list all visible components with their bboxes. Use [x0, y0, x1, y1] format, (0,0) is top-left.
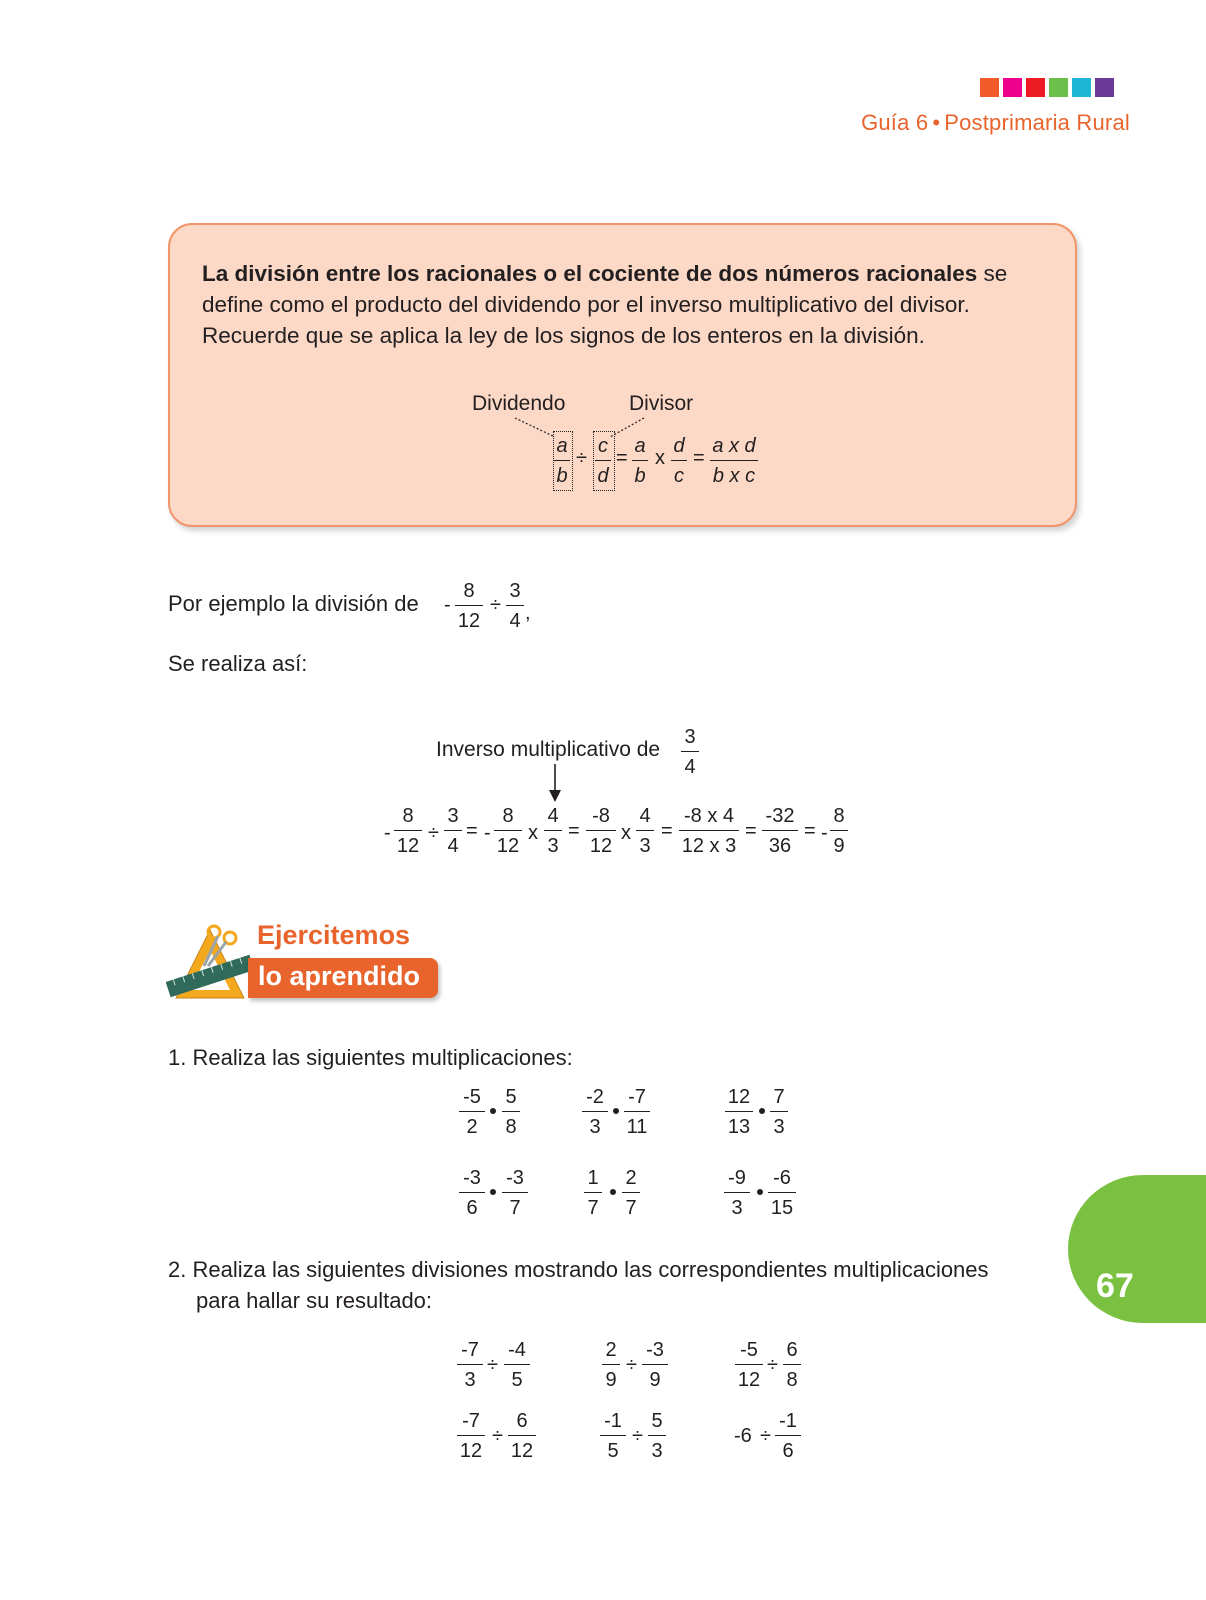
fraction: $\frac{a}{b}$ — [554, 436, 570, 486]
fraction: $\frac{c}{d}$ — [595, 436, 611, 486]
definition-body: se define como el producto del dividendo por el inverso multiplicativo del divisor. Recuerde que se aplica la ley de los signos de los enteros en la división. — [202, 261, 1008, 348]
minus-sign: - — [384, 822, 391, 844]
color-strip — [980, 78, 1114, 97]
exercise2-label-line2: para hallar su resultado: — [196, 1288, 433, 1313]
divide-sign: ÷ — [632, 1425, 643, 1447]
equals-sign: = — [466, 820, 478, 842]
fraction: $\frac{-1}{6}$ — [775, 1411, 801, 1461]
multiply-dot — [757, 1189, 763, 1195]
divide-sign: ÷ — [626, 1354, 637, 1376]
arrow-down-icon — [548, 764, 562, 804]
multiply-dot — [759, 1108, 765, 1114]
multiply-dot — [613, 1108, 619, 1114]
fraction: $\frac{-5}{12}$ — [735, 1340, 763, 1390]
fraction: $\frac{8}{12}$ — [455, 581, 483, 631]
fraction: $\frac{-3}{7}$ — [502, 1168, 528, 1218]
minus-sign: - — [821, 822, 828, 844]
fraction: $\frac{a}{b}$ — [632, 436, 648, 486]
exercise2-label-line1: 2. Realiza las siguientes divisiones mostrando las correspondientes multiplicaciones — [168, 1257, 989, 1282]
fraction: $\frac{3}{4}$ — [444, 806, 462, 856]
color-square — [1026, 78, 1045, 97]
fraction: $\frac{4}{3}$ — [636, 806, 654, 856]
times-sign: x — [655, 447, 665, 469]
fraction: $\frac{6}{8}$ — [783, 1340, 801, 1390]
fraction: $\frac{2}{9}$ — [602, 1340, 620, 1390]
fraction: $\frac{-8}{12}$ — [586, 806, 616, 856]
color-square — [980, 78, 999, 97]
page-number: 67 — [1096, 1267, 1134, 1305]
divisor-label: Divisor — [629, 392, 694, 415]
dividend-label: Dividendo — [472, 392, 566, 415]
fraction: $\frac{-6}{15}$ — [768, 1168, 796, 1218]
se-realiza: Se realiza así: — [168, 651, 308, 676]
times-sign: x — [621, 822, 631, 844]
fraction: $\frac{-4}{5}$ — [504, 1340, 530, 1390]
divide-sign: ÷ — [576, 447, 587, 469]
fraction: $\frac{2}{7}$ — [622, 1168, 640, 1218]
fraction: $\frac{7}{3}$ — [770, 1087, 788, 1137]
equals-sign: = — [661, 820, 673, 842]
equals-sign: = — [804, 820, 816, 842]
fraction: $\frac{-3}{6}$ — [459, 1168, 485, 1218]
multiply-dot — [490, 1189, 496, 1195]
fraction: $\frac{-7}{3}$ — [457, 1340, 483, 1390]
fraction: $\frac{5}{8}$ — [502, 1087, 520, 1137]
definition-box — [168, 223, 1077, 527]
fraction: $\frac{-8 x 4}{12 x 3}$ — [679, 806, 739, 856]
fraction: $\frac{8}{9}$ — [830, 806, 848, 856]
fraction: $\frac{-7}{12}$ — [457, 1411, 485, 1461]
comma: , — [525, 602, 531, 624]
fraction: $\frac{d}{c}$ — [671, 436, 687, 486]
fraction: $\frac{12}{13}$ — [725, 1087, 753, 1137]
guide-number: Guía 6 — [861, 110, 929, 135]
fraction: $\frac{4}{3}$ — [544, 806, 562, 856]
divide-sign: ÷ — [767, 1354, 778, 1376]
times-sign: x — [528, 822, 538, 844]
divide-sign: ÷ — [760, 1425, 771, 1447]
color-square — [1049, 78, 1068, 97]
divide-sign: ÷ — [428, 822, 439, 844]
equals-sign: = — [745, 820, 757, 842]
minus-sign: - — [444, 594, 451, 616]
exercise-title: Ejercitemos — [257, 920, 411, 950]
fraction: $\frac{6}{12}$ — [508, 1411, 536, 1461]
exercise1-label: 1. Realiza las siguientes multiplicaciones: — [168, 1045, 573, 1070]
equals-sign: = — [616, 447, 628, 469]
program-name: Postprimaria Rural — [944, 110, 1130, 135]
fraction: $\frac{\text{a x d}}{\text{b x c}}$ — [710, 436, 758, 486]
fraction: $\frac{3}{4}$ — [506, 581, 524, 631]
separator-dot: • — [932, 110, 941, 135]
definition-bold: La división entre los racionales o el cociente de dos números racionales — [202, 261, 978, 286]
multiply-dot — [610, 1189, 616, 1195]
fraction: $\frac{-2}{3}$ — [582, 1087, 608, 1137]
fraction: $\frac{-9}{3}$ — [724, 1168, 750, 1218]
fraction: $\frac{-32}{36}$ — [762, 806, 798, 856]
fraction: $\frac{8}{12}$ — [394, 806, 422, 856]
color-square — [1095, 78, 1114, 97]
page-number-tab — [1068, 1175, 1206, 1323]
equals-sign: = — [693, 447, 705, 469]
whole-number: -6 — [734, 1425, 752, 1447]
fraction: $\frac{5}{3}$ — [648, 1411, 666, 1461]
scissors-ruler-icon — [166, 918, 256, 1008]
inverse-label: Inverso multiplicativo de — [436, 738, 661, 761]
fraction: $\frac{-3}{9}$ — [642, 1340, 668, 1390]
pointer-lines — [170, 225, 1075, 525]
minus-sign: - — [484, 822, 491, 844]
divide-sign: ÷ — [492, 1425, 503, 1447]
color-square — [1072, 78, 1091, 97]
exercise-subtitle: lo aprendido — [258, 961, 420, 991]
equals-sign: = — [568, 820, 580, 842]
fraction: $\frac{-7}{11}$ — [624, 1087, 650, 1137]
fraction: $\frac{-1}{5}$ — [600, 1411, 626, 1461]
divide-sign: ÷ — [490, 594, 501, 616]
fraction: $\frac{-5}{2}$ — [459, 1087, 485, 1137]
exercise-banner — [248, 958, 438, 998]
divide-sign: ÷ — [487, 1354, 498, 1376]
fraction: $\frac{8}{12}$ — [494, 806, 522, 856]
fraction: $\frac{1}{7}$ — [584, 1168, 602, 1218]
fraction: $\frac{3}{4}$ — [681, 727, 699, 777]
color-square — [1003, 78, 1022, 97]
guide-title — [861, 110, 1130, 136]
multiply-dot — [490, 1108, 496, 1114]
example-intro: Por ejemplo la división de — [168, 591, 419, 616]
